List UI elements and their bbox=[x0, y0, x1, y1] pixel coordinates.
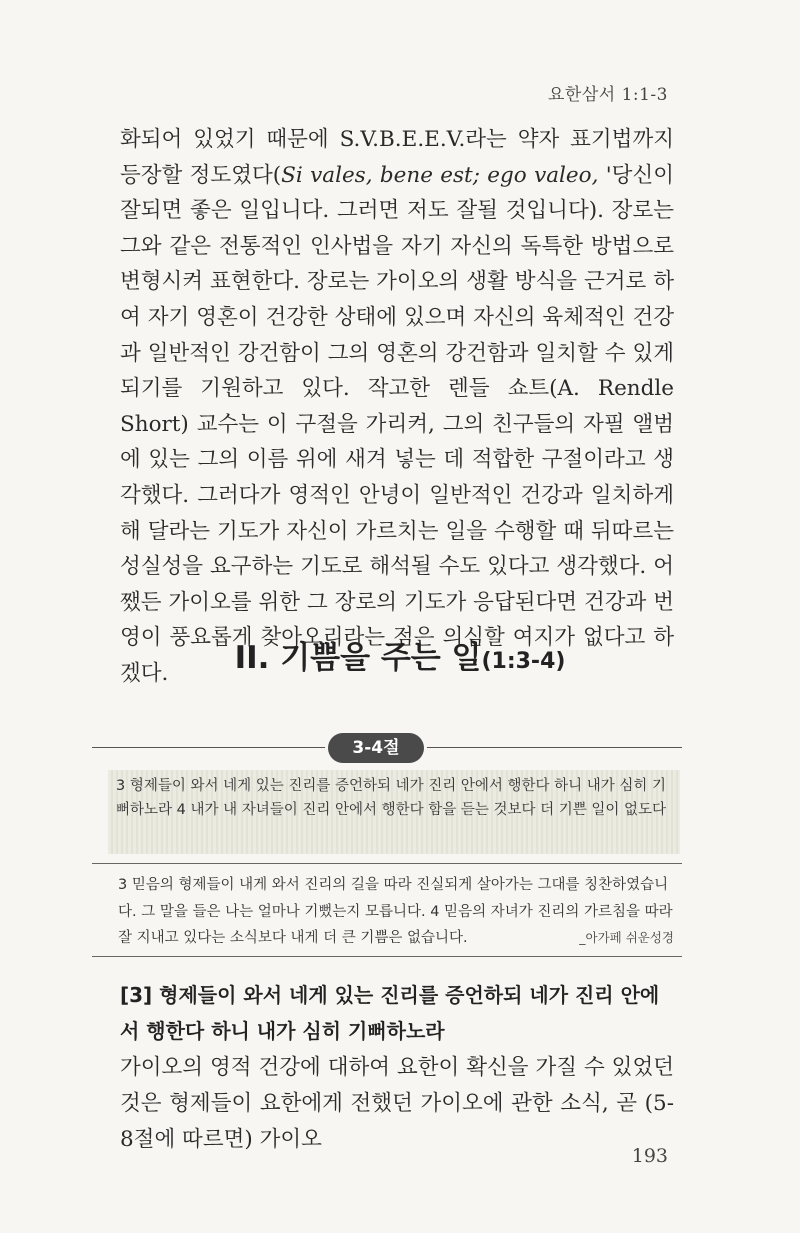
verse-easy-text: 3 믿음의 형제들이 내게 와서 진리의 길을 따라 진실되게 살아가는 그대를 칭찬하였습니다. 그 말을 들은 나는 얼마나 기뻤는지 모릅니다. 4 믿음의 자녀가 진리의 가르침을 따라 잘 지내고 있다는 소식보다 내게 더 큰 기쁨은 없습니다. bbox=[118, 877, 673, 946]
intro-paragraph bbox=[120, 122, 674, 692]
commentary-heading: [3] 형제들이 와서 네게 있는 진리를 증언하되 네가 진리 안에서 행한다 하니 내가 심히 기뻐하노라 bbox=[120, 983, 660, 1043]
intro-text-start: 화되어 있었기 때문에 S.V.B.E.E.V.라는 약자 표기법까지 등장할 정도였다( bbox=[120, 127, 674, 188]
verse-easy-translation bbox=[118, 872, 674, 952]
section-title bbox=[0, 632, 800, 677]
verse-box-divider bbox=[92, 863, 682, 864]
commentary-body: 가이오의 영적 건강에 대하여 요한이 확신을 가질 수 있었던 것은 형제들이 요한에게 전했던 가이오에 관한 소식, 곧 (5-8절에 따르면) 가이오 bbox=[120, 1055, 674, 1152]
verse-box-bottom-rule bbox=[92, 956, 682, 957]
latin-phrase: Si vales, bene est; ego valeo, bbox=[281, 162, 599, 188]
section-reference: (1:3-4) bbox=[481, 649, 566, 674]
verse-krv-text: 3 형제들이 와서 네게 있는 진리를 증언하되 네가 진리 안에서 행한다 하니 내가 심히 기뻐하노라 4 내가 내 자녀들이 진리 안에서 행한다 함을 듣는 것보다 더 기쁜 일이 없도다 bbox=[108, 770, 680, 854]
verse-easy-source: _아가페 쉬운성경 bbox=[579, 930, 674, 945]
page-number: 193 bbox=[631, 1145, 668, 1167]
intro-text-rest: '당신이 잘되면 좋은 일입니다. 그러면 저도 잘될 것입니다). 장로는 그와 같은 전통적인 인사법을 자기 자신의 독특한 방법으로 변형시켜 표현한다. 장로는 가이오의 생활 방식을 근거로 하여 자기 영혼이 건강한 상태에 있으며 자신의 육체적인 건강과 일반적인 강건함이 그의 영혼의 강건함과 일치할 수 있게 되기를 기원하고 있다. 작고한 렌들 쇼트(A. Rendle Short) 교수는 이 구절을 가리켜, 그의 친구들의 자필 앨범에 있는 그의 이름 위에 새겨 넣는 데 적합한 구절이라고 생각했다. 그러다가 영적인 안녕이 일반적인 건강과 일치하게 해 달라는 기도가 자신이 가르치는 일을 수행할 때 뒤따르는 성실성을 요구하는 기도로 해석될 수도 있다고 생각했다. 어쨌든 가이오를 위한 그 장로의 기도가 응답된다면 건강과 번영이 풍요롭게 찾아오리라는 점은 의심할 여지가 없다고 하겠다. bbox=[120, 162, 674, 686]
running-header: 요한삼서 1:1-3 bbox=[547, 85, 668, 105]
verse-badge: 3-4절 bbox=[328, 733, 424, 763]
section-title-text: II. 기쁨을 주는 일 bbox=[234, 640, 482, 676]
